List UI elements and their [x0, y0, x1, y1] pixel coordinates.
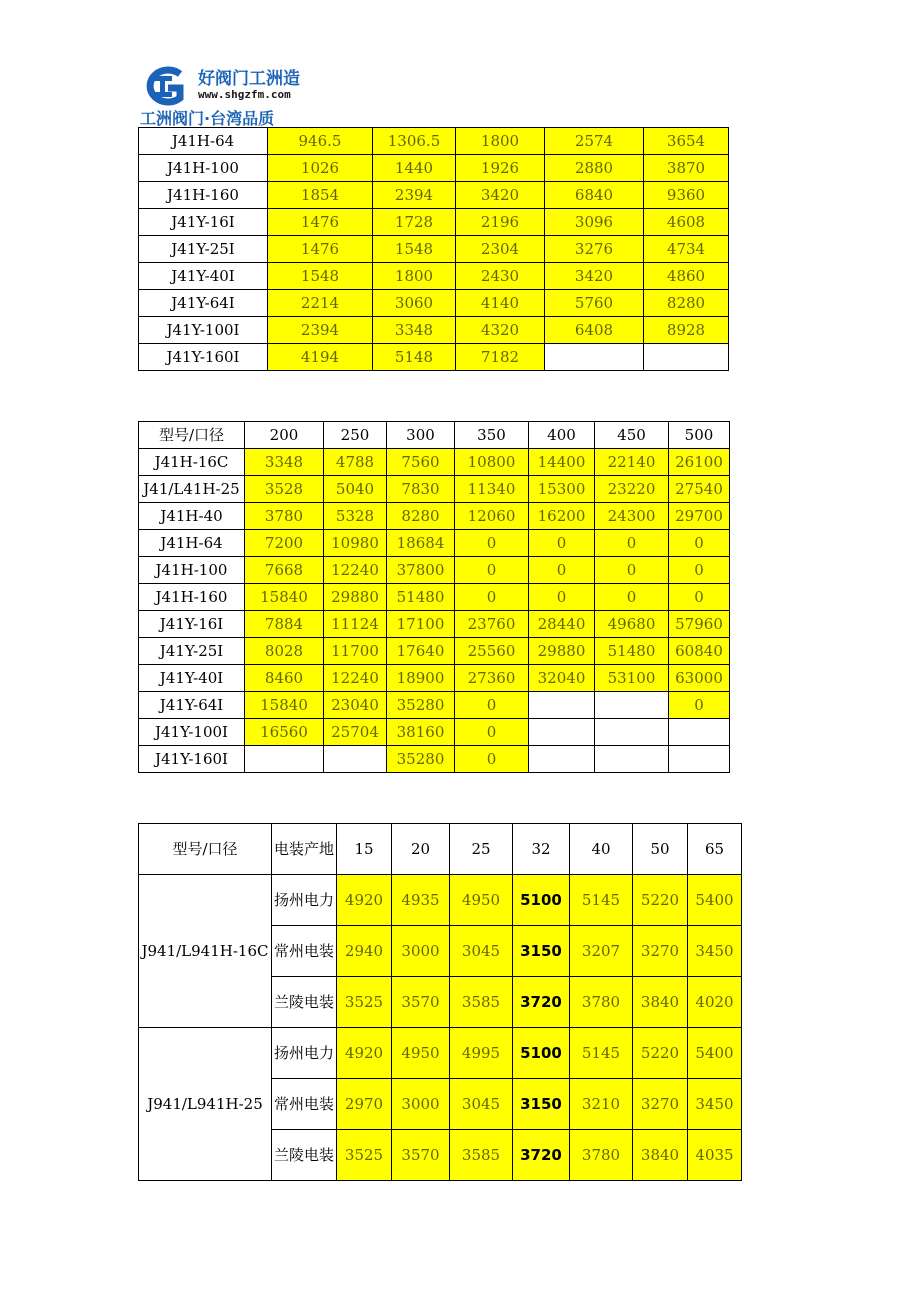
price-cell: 3780: [570, 977, 633, 1028]
price-cell: 15840: [245, 584, 324, 611]
model-cell: J41Y-100I: [139, 317, 268, 344]
header-cell: 32: [513, 824, 570, 875]
price-cell: [545, 344, 644, 371]
price-cell: 0: [529, 530, 595, 557]
price-cell: 5328: [324, 503, 387, 530]
price-cell: 57960: [669, 611, 730, 638]
price-cell: 3207: [570, 926, 633, 977]
price-cell: 29880: [324, 584, 387, 611]
price-cell: 0: [529, 584, 595, 611]
price-cell: 3570: [392, 977, 450, 1028]
model-cell: J41Y-160I: [139, 344, 268, 371]
price-cell: 0: [595, 557, 669, 584]
table-header-row: [139, 824, 742, 875]
model-cell: J41Y-25I: [139, 638, 245, 665]
model-cell: J41H-100: [139, 155, 268, 182]
price-cell: 18684: [387, 530, 455, 557]
price-cell: 4860: [644, 263, 729, 290]
price-cell: 4020: [688, 977, 742, 1028]
price-cell: 3348: [373, 317, 456, 344]
price-cell: 7200: [245, 530, 324, 557]
price-cell: 35280: [387, 746, 455, 773]
price-cell: 3585: [450, 1130, 513, 1181]
brand-name: 好阀门工洲造: [198, 69, 300, 89]
price-cell: 23040: [324, 692, 387, 719]
model-cell: J41H-160: [139, 584, 245, 611]
price-cell: 5145: [570, 1028, 633, 1079]
price-cell: 0: [455, 557, 529, 584]
price-cell: 1728: [373, 209, 456, 236]
table-row: [139, 263, 729, 290]
header-cell: 40: [570, 824, 633, 875]
price-cell: 23760: [455, 611, 529, 638]
brand-slogan: 工洲阀门·台湾品质: [140, 109, 275, 128]
price-cell: 24300: [595, 503, 669, 530]
price-cell: 3780: [245, 503, 324, 530]
price-cell: 4608: [644, 209, 729, 236]
price-cell: 3870: [644, 155, 729, 182]
price-cell: 23220: [595, 476, 669, 503]
price-cell: 2940: [337, 926, 392, 977]
price-cell: 3780: [570, 1130, 633, 1181]
model-cell: J41Y-16I: [139, 611, 245, 638]
price-cell: 0: [455, 719, 529, 746]
header-cell: 15: [337, 824, 392, 875]
price-cell: 0: [455, 530, 529, 557]
price-cell: 63000: [669, 665, 730, 692]
model-cell: J41H-40: [139, 503, 245, 530]
header-cell: 电装产地: [272, 824, 337, 875]
price-cell: [529, 719, 595, 746]
header-cell: 65: [688, 824, 742, 875]
model-cell: J41Y-16I: [139, 209, 268, 236]
price-cell: 6408: [545, 317, 644, 344]
price-cell: 4950: [392, 1028, 450, 1079]
price-cell: 3096: [545, 209, 644, 236]
price-cell: 1548: [373, 236, 456, 263]
price-cell: 10800: [455, 449, 529, 476]
price-cell: 0: [595, 584, 669, 611]
header-cell: 400: [529, 422, 595, 449]
gz-logo-icon: [140, 64, 192, 108]
model-cell: J41Y-40I: [139, 263, 268, 290]
price-cell: 5220: [633, 875, 688, 926]
price-cell: 0: [529, 557, 595, 584]
model-cell: J41Y-100I: [139, 719, 245, 746]
header-cell: 250: [324, 422, 387, 449]
price-table-3: [138, 823, 742, 1181]
price-cell: 1476: [268, 209, 373, 236]
origin-cell: 兰陵电装: [272, 977, 337, 1028]
price-cell: 15300: [529, 476, 595, 503]
price-cell: 4734: [644, 236, 729, 263]
price-cell: [669, 719, 730, 746]
origin-cell: 扬州电力: [272, 875, 337, 926]
price-cell: 28440: [529, 611, 595, 638]
price-cell: [595, 719, 669, 746]
price-cell: 51480: [595, 638, 669, 665]
model-cell: J41Y-64I: [139, 290, 268, 317]
model-cell: J41Y-64I: [139, 692, 245, 719]
table-row: [139, 1028, 742, 1079]
origin-cell: 常州电装: [272, 1079, 337, 1130]
price-cell: 37800: [387, 557, 455, 584]
price-cell: 2574: [545, 128, 644, 155]
origin-cell: 常州电装: [272, 926, 337, 977]
price-cell: 0: [455, 584, 529, 611]
table-row: [139, 692, 730, 719]
price-cell: 53100: [595, 665, 669, 692]
price-cell: [245, 746, 324, 773]
table-row: [139, 449, 730, 476]
price-cell: 1854: [268, 182, 373, 209]
model-cell: J41Y-25I: [139, 236, 268, 263]
price-cell: 0: [595, 530, 669, 557]
price-cell: 32040: [529, 665, 595, 692]
price-cell: 60840: [669, 638, 730, 665]
origin-cell: 扬州电力: [272, 1028, 337, 1079]
header-cell: 25: [450, 824, 513, 875]
price-cell: 3525: [337, 1130, 392, 1181]
price-cell: [529, 746, 595, 773]
price-cell: 8928: [644, 317, 729, 344]
price-table-1: [138, 127, 729, 371]
price-cell: 3150: [513, 1079, 570, 1130]
price-cell: 3348: [245, 449, 324, 476]
price-cell: 0: [669, 584, 730, 611]
price-cell: 4140: [456, 290, 545, 317]
price-cell: 10980: [324, 530, 387, 557]
price-cell: 5760: [545, 290, 644, 317]
price-cell: 49680: [595, 611, 669, 638]
price-cell: 11700: [324, 638, 387, 665]
price-cell: 5220: [633, 1028, 688, 1079]
price-cell: 15840: [245, 692, 324, 719]
price-cell: 1548: [268, 263, 373, 290]
price-cell: 1026: [268, 155, 373, 182]
price-cell: 16560: [245, 719, 324, 746]
table-row: [139, 236, 729, 263]
price-cell: 3150: [513, 926, 570, 977]
table-row: [139, 290, 729, 317]
price-cell: 3045: [450, 1079, 513, 1130]
price-cell: 8280: [387, 503, 455, 530]
price-cell: 3270: [633, 1079, 688, 1130]
price-cell: 17100: [387, 611, 455, 638]
price-cell: 3045: [450, 926, 513, 977]
price-cell: 3000: [392, 1079, 450, 1130]
price-cell: 16200: [529, 503, 595, 530]
table-row: [139, 476, 730, 503]
price-cell: 5040: [324, 476, 387, 503]
table-row: [139, 665, 730, 692]
price-cell: 2880: [545, 155, 644, 182]
price-cell: 35280: [387, 692, 455, 719]
price-cell: 29880: [529, 638, 595, 665]
price-cell: 5400: [688, 875, 742, 926]
price-cell: [644, 344, 729, 371]
price-cell: 12240: [324, 665, 387, 692]
price-cell: 29700: [669, 503, 730, 530]
model-cell: J941/L941H-16C: [139, 875, 272, 1028]
model-cell: J41H-160: [139, 182, 268, 209]
price-cell: 27360: [455, 665, 529, 692]
brand-url: www.shgzfm.com: [198, 88, 291, 101]
price-cell: 3570: [392, 1130, 450, 1181]
price-cell: 4920: [337, 1028, 392, 1079]
table-row: [139, 557, 730, 584]
header-cell: 50: [633, 824, 688, 875]
price-cell: 2196: [456, 209, 545, 236]
price-cell: 4950: [450, 875, 513, 926]
table-row: [139, 611, 730, 638]
table-row: [139, 317, 729, 344]
price-cell: 5400: [688, 1028, 742, 1079]
price-cell: 3720: [513, 1130, 570, 1181]
table-header-row: [139, 422, 730, 449]
header-cell: 300: [387, 422, 455, 449]
price-cell: 17640: [387, 638, 455, 665]
model-cell: J41H-64: [139, 128, 268, 155]
price-table-2: [138, 421, 730, 773]
price-cell: 12240: [324, 557, 387, 584]
header-cell: 20: [392, 824, 450, 875]
price-cell: [529, 692, 595, 719]
table-row: [139, 719, 730, 746]
table-row: [139, 128, 729, 155]
price-cell: 3060: [373, 290, 456, 317]
table-row: [139, 746, 730, 773]
price-cell: 25560: [455, 638, 529, 665]
price-cell: 3450: [688, 1079, 742, 1130]
price-cell: 27540: [669, 476, 730, 503]
price-cell: 3420: [456, 182, 545, 209]
price-cell: 1926: [456, 155, 545, 182]
price-cell: 0: [669, 530, 730, 557]
price-cell: 38160: [387, 719, 455, 746]
model-cell: J41/L41H-25: [139, 476, 245, 503]
price-cell: 11124: [324, 611, 387, 638]
price-cell: 12060: [455, 503, 529, 530]
table-row: [139, 209, 729, 236]
price-cell: 9360: [644, 182, 729, 209]
price-cell: 2394: [373, 182, 456, 209]
price-cell: 4320: [456, 317, 545, 344]
table-row: [139, 503, 730, 530]
price-cell: 5100: [513, 875, 570, 926]
header-cell: 350: [455, 422, 529, 449]
price-cell: 0: [669, 557, 730, 584]
header-cell: 200: [245, 422, 324, 449]
model-cell: J41H-64: [139, 530, 245, 557]
model-cell: J41Y-160I: [139, 746, 245, 773]
price-cell: [595, 692, 669, 719]
price-cell: 7830: [387, 476, 455, 503]
price-cell: 4035: [688, 1130, 742, 1181]
price-cell: 2970: [337, 1079, 392, 1130]
model-cell: J941/L941H-25: [139, 1028, 272, 1181]
header-cell: 500: [669, 422, 730, 449]
table-row: [139, 530, 730, 557]
table-row: [139, 584, 730, 611]
table-row: [139, 182, 729, 209]
price-cell: 4194: [268, 344, 373, 371]
price-cell: [669, 746, 730, 773]
model-cell: J41H-100: [139, 557, 245, 584]
price-cell: 4920: [337, 875, 392, 926]
header-cell: 型号/口径: [139, 422, 245, 449]
price-cell: 26100: [669, 449, 730, 476]
price-cell: 3450: [688, 926, 742, 977]
price-cell: 7668: [245, 557, 324, 584]
price-cell: 2430: [456, 263, 545, 290]
price-cell: 2214: [268, 290, 373, 317]
price-cell: 7182: [456, 344, 545, 371]
header-cell: 450: [595, 422, 669, 449]
price-cell: 8460: [245, 665, 324, 692]
price-cell: 14400: [529, 449, 595, 476]
price-cell: 51480: [387, 584, 455, 611]
price-cell: 1306.5: [373, 128, 456, 155]
header-cell: 型号/口径: [139, 824, 272, 875]
price-cell: 4788: [324, 449, 387, 476]
price-cell: 5148: [373, 344, 456, 371]
price-cell: 3840: [633, 977, 688, 1028]
price-cell: 2394: [268, 317, 373, 344]
price-cell: 3720: [513, 977, 570, 1028]
price-cell: 4995: [450, 1028, 513, 1079]
price-cell: 1440: [373, 155, 456, 182]
price-cell: 3528: [245, 476, 324, 503]
table-row: [139, 344, 729, 371]
model-cell: J41Y-40I: [139, 665, 245, 692]
price-cell: 3420: [545, 263, 644, 290]
price-cell: 22140: [595, 449, 669, 476]
origin-cell: 兰陵电装: [272, 1130, 337, 1181]
price-cell: 946.5: [268, 128, 373, 155]
price-cell: 3210: [570, 1079, 633, 1130]
price-cell: 7884: [245, 611, 324, 638]
price-cell: 3525: [337, 977, 392, 1028]
price-cell: 11340: [455, 476, 529, 503]
price-cell: 0: [669, 692, 730, 719]
table-row: [139, 155, 729, 182]
price-cell: 8280: [644, 290, 729, 317]
price-cell: 3585: [450, 977, 513, 1028]
price-cell: [324, 746, 387, 773]
price-cell: 0: [455, 746, 529, 773]
price-cell: 1800: [456, 128, 545, 155]
price-cell: 1476: [268, 236, 373, 263]
price-cell: 3654: [644, 128, 729, 155]
model-cell: J41H-16C: [139, 449, 245, 476]
price-cell: 5145: [570, 875, 633, 926]
price-cell: 3000: [392, 926, 450, 977]
price-cell: 6840: [545, 182, 644, 209]
price-cell: [595, 746, 669, 773]
price-cell: 18900: [387, 665, 455, 692]
brand-logo: [140, 62, 380, 126]
price-cell: 3276: [545, 236, 644, 263]
price-cell: 7560: [387, 449, 455, 476]
table-row: [139, 875, 742, 926]
price-cell: 3270: [633, 926, 688, 977]
price-cell: 0: [455, 692, 529, 719]
price-cell: 3840: [633, 1130, 688, 1181]
price-cell: 1800: [373, 263, 456, 290]
price-cell: 2304: [456, 236, 545, 263]
price-cell: 8028: [245, 638, 324, 665]
price-cell: 25704: [324, 719, 387, 746]
price-cell: 4935: [392, 875, 450, 926]
price-cell: 5100: [513, 1028, 570, 1079]
table-row: [139, 638, 730, 665]
